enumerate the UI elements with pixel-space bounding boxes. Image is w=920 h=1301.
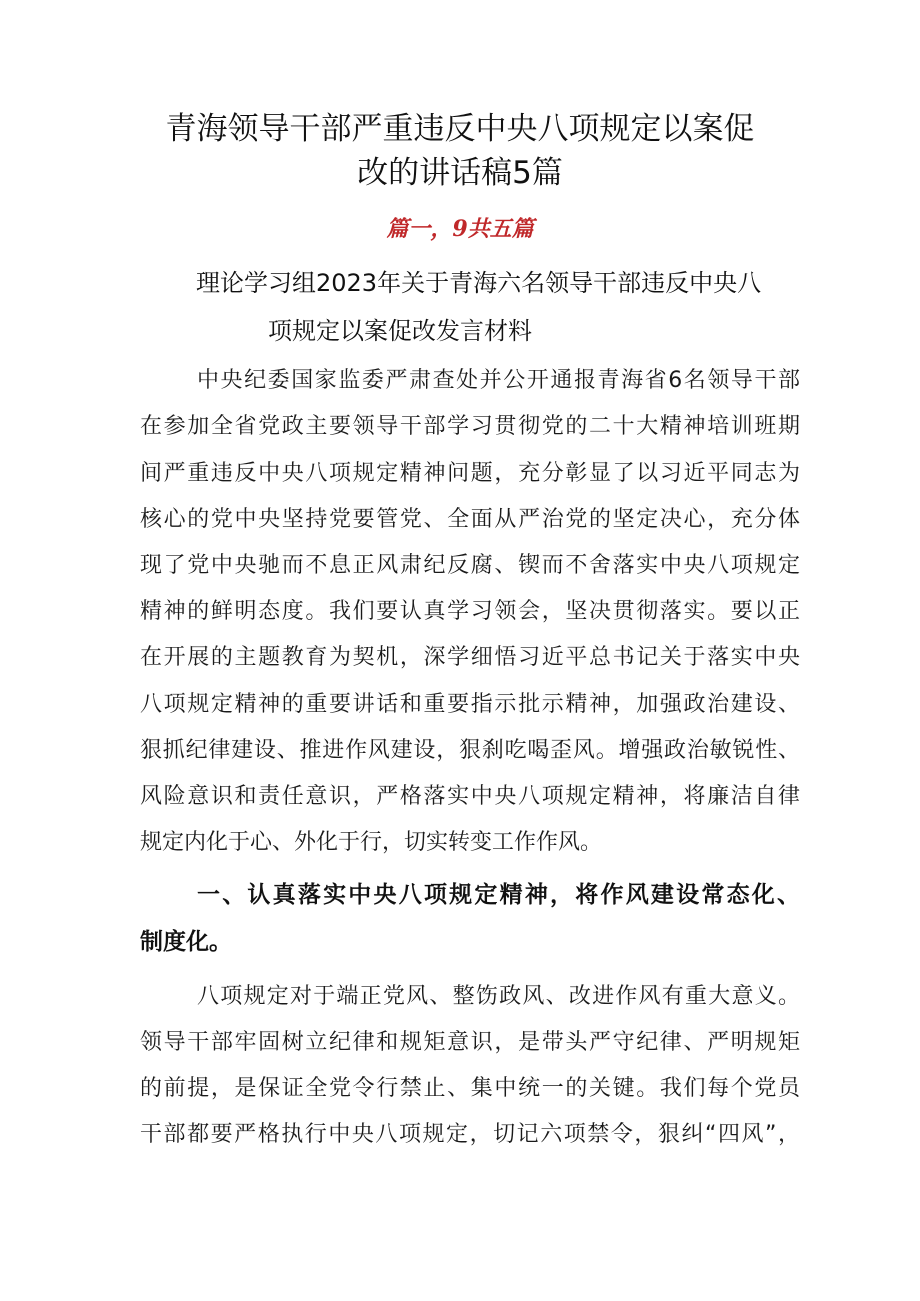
document-title-line-2: 改的讲话稿5篇 [357, 155, 563, 191]
paragraph-2-line: 干部都要严格执行中央八项规定，切记六项禁令，狠纠“四风”， [140, 1122, 800, 1147]
paragraph-1-line: 精神的鲜明态度。我们要认真学习领会，坚决贯彻落实。要以正 [140, 599, 800, 624]
paragraph-2-line: 的前提，是保证全党令行禁止、集中统一的关键。我们每个党员 [140, 1076, 800, 1101]
paragraph-1-line: 核心的党中央坚持党要管党、全面从严治党的坚定决心，充分体 [140, 507, 800, 532]
paragraph-1-line: 中央纪委国家监委严肃查处并公开通报青海省6名领导干部 [197, 368, 800, 393]
paragraph-1-line: 间严重违反中央八项规定精神问题，充分彰显了以习近平同志为 [140, 461, 800, 486]
document-title-line-1: 青海领导干部严重违反中央八项规定以案促 [165, 111, 755, 147]
paragraph-1-line: 规定内化于心、外化于行，切实转变工作作风。 [140, 830, 603, 855]
paragraph-1-line: 八项规定精神的重要讲话和重要指示批示精神，加强政治建设、 [140, 692, 800, 717]
article-subtitle-line-2: 项规定以案促改发言材料 [268, 317, 532, 345]
paragraph-1-line: 在参加全省党政主要领导干部学习贯彻党的二十大精神培训班期 [140, 414, 800, 439]
section-heading-1-line-1: 一、认真落实中央八项规定精神，将作风建设常态化、 [197, 882, 800, 908]
paragraph-2-line: 八项规定对于端正党风、整饬政风、改进作风有重大意义。 [197, 984, 800, 1009]
paragraph-2-line: 领导干部牢固树立纪律和规矩意识，是带头严守纪律、严明规矩 [140, 1030, 800, 1055]
paragraph-1-line: 风险意识和责任意识，严格落实中央八项规定精神，将廉洁自律 [140, 784, 800, 809]
paragraph-1-line: 狠抓纪律建设、推进作风建设，狠刹吃喝歪风。增强政治敏锐性、 [140, 738, 800, 763]
section-heading-1-line-2: 制度化。 [140, 929, 232, 955]
paragraph-1-line: 在开展的主题教育为契机，深学细悟习近平总书记关于落实中央 [140, 645, 800, 670]
section-label: 篇一，9共五篇 [386, 216, 534, 242]
article-subtitle-line-1: 理论学习组2023年关于青海六名领导干部违反中央八 [196, 269, 762, 297]
paragraph-1-line: 现了党中央驰而不息正风肃纪反腐、锲而不舍落实中央八项规定 [140, 553, 800, 578]
